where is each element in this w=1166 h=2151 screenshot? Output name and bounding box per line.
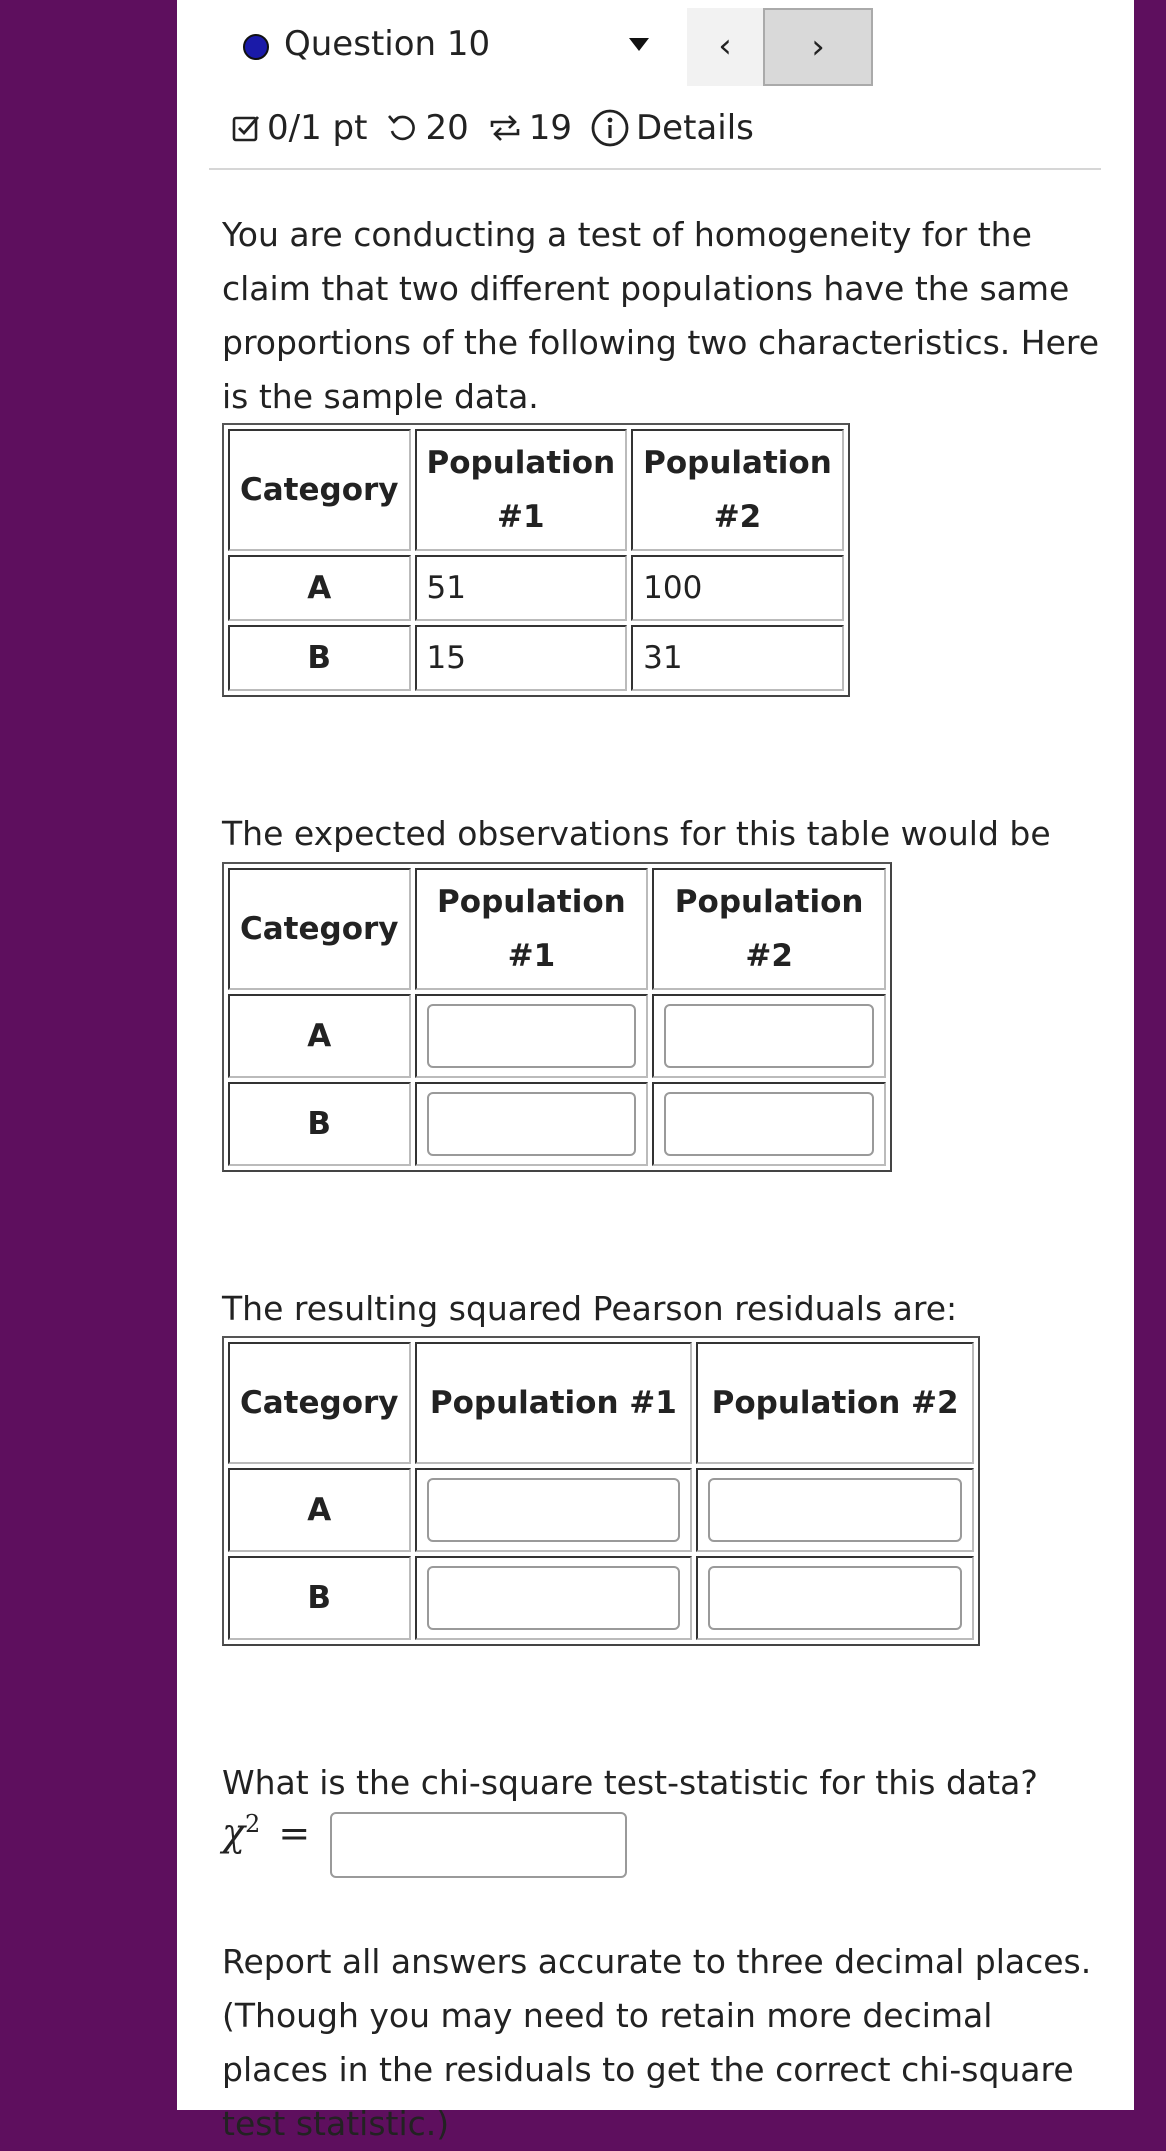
expected-b-pop1-input[interactable] [427, 1092, 637, 1156]
residual-b-pop1-cell [415, 1556, 693, 1640]
table-row [228, 625, 844, 691]
info-icon [590, 108, 630, 148]
header-category: Category [228, 868, 411, 990]
retry-icon [385, 111, 419, 145]
expected-a-pop1-input[interactable] [427, 1004, 637, 1068]
residual-b-pop1-input[interactable] [427, 1566, 681, 1630]
header-population-1: Population #1 [415, 868, 649, 990]
question-dropdown-caret-icon[interactable] [629, 38, 649, 51]
question-intro: You are conducting a test of homogeneity for the claim that two different populations have the same proportions of the following two characteristics. Here is the sample data. [222, 215, 1100, 416]
row-category: A [228, 1468, 411, 1552]
header-population-1: Population #1 [415, 1342, 693, 1464]
table-header-row [228, 868, 886, 990]
header-divider [209, 168, 1101, 170]
header-population-1: Population #1 [415, 429, 628, 551]
residual-a-pop2-input[interactable] [708, 1478, 962, 1542]
question-status-dot [243, 34, 269, 60]
next-question-button[interactable]: › [763, 8, 873, 86]
row-category: A [228, 994, 411, 1078]
checkbox-score-icon [231, 113, 261, 143]
points-label: 0/1 pt [267, 108, 368, 148]
previous-question-button[interactable]: ‹ [687, 8, 763, 86]
question-meta-bar [231, 108, 772, 148]
cell-pop1: 15 [415, 625, 628, 691]
attempts-icon [487, 111, 523, 145]
chi-symbol: χ [222, 1810, 246, 1855]
residual-b-pop2-input[interactable] [708, 1566, 962, 1630]
header-population-2: Population #2 [696, 1342, 974, 1464]
expected-a-pop2-input[interactable] [664, 1004, 874, 1068]
chi-exponent: 2 [245, 1810, 261, 1838]
expected-a-pop2-cell [652, 994, 886, 1078]
table-row [228, 994, 886, 1078]
residual-a-pop1-cell [415, 1468, 693, 1552]
residuals-table [222, 1336, 980, 1646]
header-population-2: Population #2 [652, 868, 886, 990]
retries-count: 20 [425, 108, 469, 148]
row-category: A [228, 555, 411, 621]
row-category: B [228, 625, 411, 691]
cell-pop1: 51 [415, 555, 628, 621]
table-header-row [228, 1342, 974, 1464]
cell-pop2: 100 [631, 555, 844, 621]
question-title[interactable]: Question 10 [284, 24, 491, 64]
header-population-2: Population #2 [631, 429, 844, 551]
row-category: B [228, 1556, 411, 1640]
residual-b-pop2-cell [696, 1556, 974, 1640]
expected-b-pop2-cell [652, 1082, 886, 1166]
residuals-prompt: The resulting squared Pearson residuals are: [222, 1289, 958, 1328]
table-header-row [228, 429, 844, 551]
question-page [177, 0, 1134, 2143]
residual-a-pop2-cell [696, 1468, 974, 1552]
rounding-instructions: Report all answers accurate to three decimal places. (Though you may need to retain more decimal places in the residuals to get the correct chi-square test statistic.) [222, 1942, 1092, 2143]
expected-a-pop1-cell [415, 994, 649, 1078]
table-row [228, 1082, 886, 1166]
chi-equals: = [278, 1810, 311, 1855]
chi-square-prompt: What is the chi-square test-statistic for this data? [222, 1763, 1038, 1802]
header-category: Category [228, 1342, 411, 1464]
table-row [228, 555, 844, 621]
expected-prompt: The expected observations for this table would be [222, 814, 1051, 853]
sample-data-table [222, 423, 850, 697]
table-row [228, 1468, 974, 1552]
header-category: Category [228, 429, 411, 551]
row-category: B [228, 1082, 411, 1166]
chi-square-input[interactable] [330, 1812, 627, 1878]
details-link[interactable] [590, 108, 754, 148]
expected-table [222, 862, 892, 1172]
attempts-count: 19 [528, 108, 572, 148]
residual-a-pop1-input[interactable] [427, 1478, 681, 1542]
cell-pop2: 31 [631, 625, 844, 691]
expected-b-pop1-cell [415, 1082, 649, 1166]
chi-square-label [222, 1810, 310, 1855]
details-label[interactable]: Details [635, 108, 754, 148]
expected-b-pop2-input[interactable] [664, 1092, 874, 1156]
table-row [228, 1556, 974, 1640]
